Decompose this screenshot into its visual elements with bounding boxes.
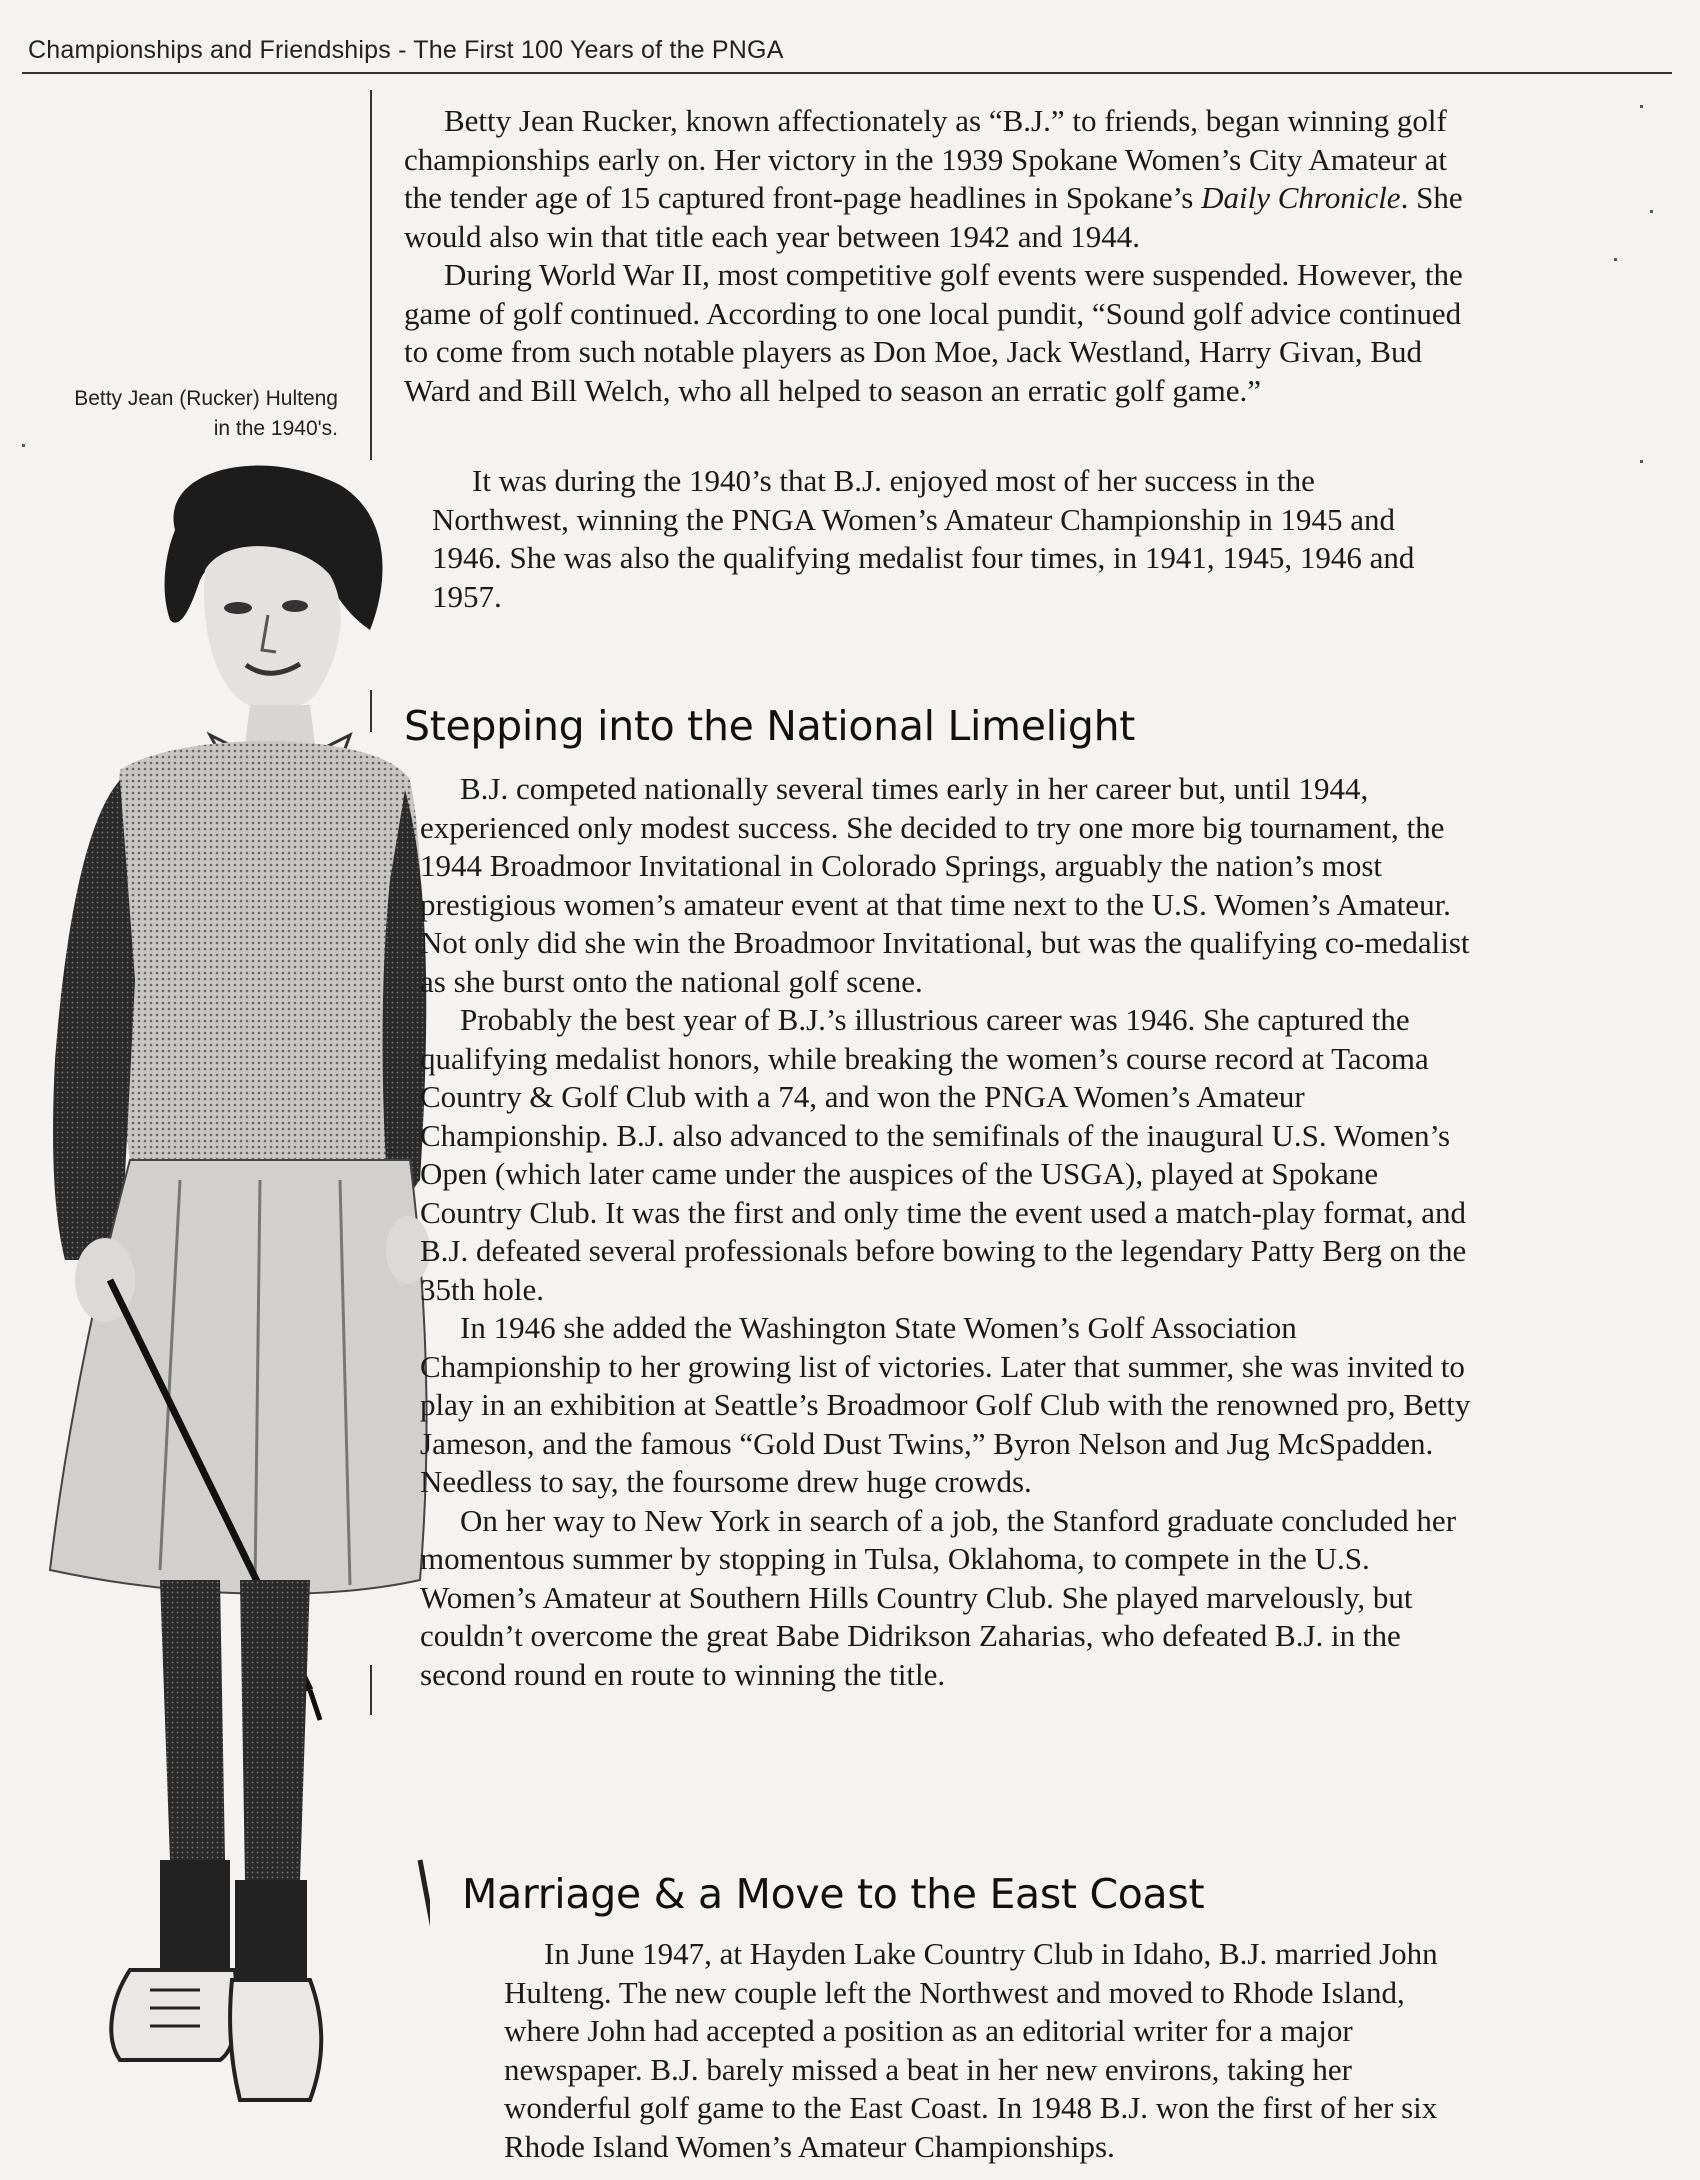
- paragraph-4: B.J. competed nationally several times early in her career but, until 1944, experienced only modest success. She decided to try one more big tournament, the 1944 Broadmoor Invitational in Colorado Springs, arguably the nation’s most prestigious women’s amateur event at that time next to the U.S. Women’s Amateur. Not only did she win the Broadmoor Invitational, but was the qualifying co-medalist as she burst onto the national golf scene.: [420, 771, 1470, 999]
- paragraph-6: In 1946 she added the Washington State Women’s Golf Association Championship to her growing list of victories. Later that summer, she was invited to play in an exhibition at Seattle’s Broadmoor Golf Club with the renowned pro, Betty Jameson, and the famous “Gold Dust Twins,” Byron Nelson and Jug McSpadden. Needless to say, the foursome drew huge crowds.: [420, 1310, 1471, 1499]
- paragraph-2: During World War II, most competitive golf events were suspended. However, the game of golf continued. According to one local pundit, “Sound golf advice continued to come from such notable players as Don Moe, Jack Westland, Harry Givan, Bud Ward and Bill Welch, who all helped to season an erratic golf game.”: [404, 257, 1463, 408]
- marriage-section: [504, 1935, 1470, 2166]
- header-rule: [22, 72, 1672, 74]
- limelight-section: [420, 770, 1480, 1694]
- paragraph-1-end: . She would also win that title each year between 1942 and 1944.: [404, 180, 1463, 254]
- paragraph-3: It was during the 1940’s that B.J. enjoyed most of her success in the Northwest, winning the PNGA Women’s Amateur Championship in 1945 and 1946. She was also the qualifying medalist four times, in 1941, 1945, 1946 and 1957.: [432, 463, 1415, 614]
- paragraph-8: In June 1947, at Hayden Lake Country Club in Idaho, B.J. married John Hulteng. The new couple left the Northwest and moved to Rhode Island, where John had accepted a position as an editorial writer for a major newspaper. B.J. barely missed a beat in her new environs, taking her wonderful golf game to the East Coast. In 1948 B.J. won the first of her six Rhode Island Women’s Amateur Championships.: [504, 1936, 1438, 2164]
- paragraph-5: Probably the best year of B.J.’s illustrious career was 1946. She captured the qualifying medalist honors, while breaking the women’s course record at Tacoma Country & Golf Club with a 74, and won the PNGA Women’s Amateur Championship. B.J. also advanced to the semifinals of the inaugural U.S. Women’s Open (which later came under the auspices of the USGA), played at Spokane Country Club. It was the first and only time the event used a match-play format, and B.J. defeated several professionals before bowing to the legendary Patty Berg on the 35th hole.: [420, 1002, 1467, 1307]
- paragraph-7: On her way to New York in search of a job, the Stanford graduate concluded her momentous summer by stopping in Tulsa, Oklahoma, to compete in the U.S. Women’s Amateur at Southern Hills Country Club. She played marvelously, but couldn’t overcome the great Babe Didrikson Zaharias, who defeated B.J. in the second round en route to winning the title.: [420, 1502, 1457, 1692]
- scan-speck: [1650, 210, 1653, 213]
- scan-speck: [1614, 258, 1617, 261]
- running-head: Championships and Friendships - The First 100 Years of the PNGA: [28, 36, 784, 64]
- column-rule-top: [370, 90, 372, 460]
- scan-speck: [1640, 105, 1643, 108]
- paragraph-1-text: Betty Jean Rucker, known affectionately as “B.J.” to friends, began winning golf championships early on. Her victory in the 1939 Spokane Women’s City Amateur at the tender age of 15 captured front-page headlines in Spokane’s: [404, 103, 1447, 215]
- section-heading-limelight: Stepping into the National Limelight: [404, 702, 1136, 750]
- paragraph-3-block: [432, 462, 1442, 616]
- golfer-photo: [10, 460, 430, 2180]
- scan-speck: [1640, 460, 1643, 463]
- paragraph-1: [404, 102, 1466, 256]
- newspaper-title: Daily Chronicle: [1201, 180, 1401, 215]
- photo-caption: [50, 384, 338, 444]
- section-heading-marriage: Marriage & a Move to the East Coast: [462, 1870, 1205, 1918]
- caption-line-2: in the 1940's.: [213, 417, 338, 440]
- caption-line-1: Betty Jean (Rucker) Hulteng: [74, 387, 338, 410]
- intro-column: [404, 102, 1466, 410]
- scan-speck: [22, 444, 25, 447]
